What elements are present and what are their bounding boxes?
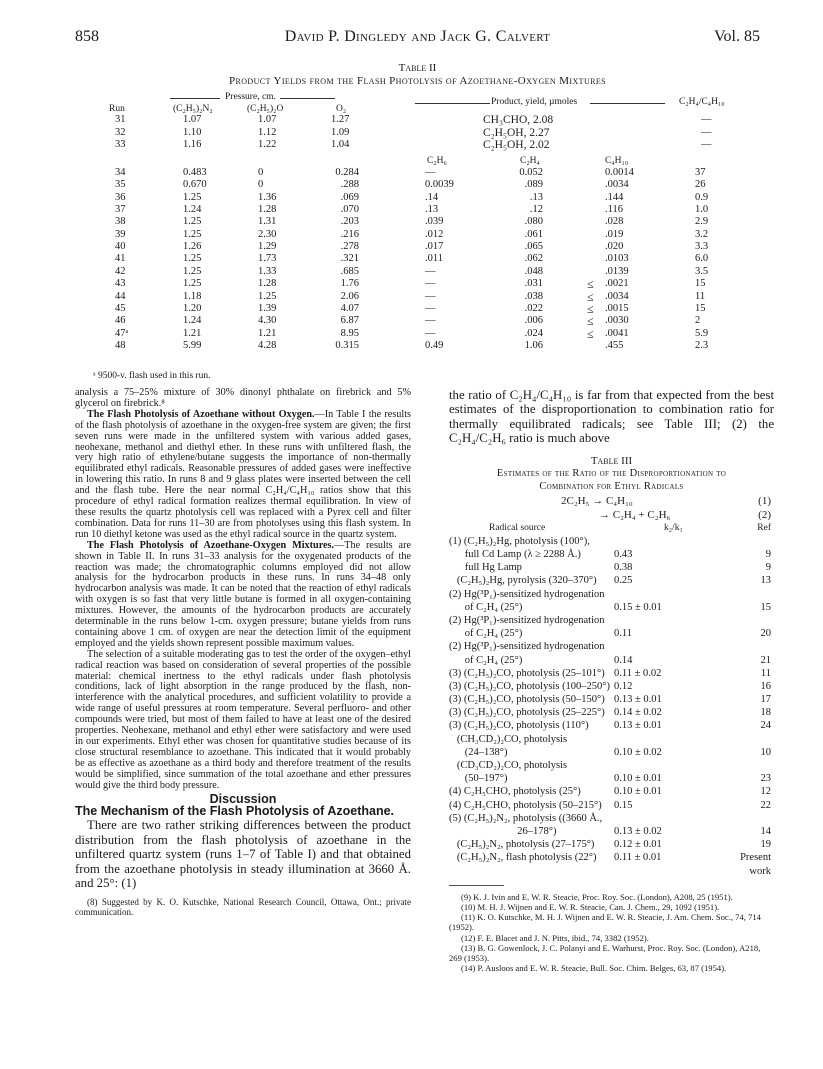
cell-run: 40 [115, 241, 126, 253]
cell-run: 42 [115, 265, 126, 277]
cell-run: 43 [115, 278, 126, 290]
cell-le-sign: ≤ [587, 326, 594, 341]
col-c4h10: C₄H₁₀ [605, 156, 629, 166]
cell-azoethane: 1.07 [183, 114, 202, 125]
cell-c2h4: .12 [529, 204, 543, 216]
cell-ratio-value: 0.15 [614, 799, 633, 811]
table3-row [449, 589, 774, 602]
cell-source: (1) (C₂H₅)₂Hg, photolysis (100°), [449, 535, 590, 547]
table3-row [449, 760, 774, 773]
cell-azoethane: 1.18 [183, 290, 202, 302]
paragraph: analysis a 75–25% mixture of 30% dinonyl phthalate on firebrick and 5% glycerol on firebrick.⁸ [75, 387, 411, 409]
cell-ratio: 3.5 [695, 265, 709, 277]
cell-oxygen: 0.315 [335, 339, 359, 351]
cell-c2h4: .006 [524, 315, 543, 327]
cell-ether: 1.73 [258, 253, 277, 265]
col-c2h6: C₂H₆ [427, 156, 447, 166]
table3-row [449, 615, 774, 628]
cell-ratio-value: 0.43 [614, 549, 633, 560]
paragraph-text: —The results are shown in Table II. In runs 31–33 analysis for the oxygenated products of the reaction was made; the chromatographic columns employed did not allow analysis for the hydrocarbon products in these runs. In runs 34–48 only hydrocarbon analysis was made. It can be noted that the reaction of ethyl radicals with oxygen is so fast that very little butane is formed in all oxygen-containing mixtures. However, the amounts of the hydrocarbon products are accurately determinable in the runs below 1-cm. oxygen pressure; butane yields from runs containing above 1 cm. of oxygen are near the detection limit of the equipment employed and the yields shown represent possible maximum values. [75, 539, 411, 649]
cell-source: (3) (C₂H₅)₂CO, photolysis (50–150°) [449, 694, 605, 706]
cell-le-sign: ≤ [587, 301, 594, 316]
cell-ratio-value: 0.13 ± 0.01 [614, 694, 662, 706]
cell-reference: 10 [760, 746, 771, 758]
table3-row [449, 694, 774, 707]
table3-rows [449, 536, 774, 879]
cell-ratio: 2 [695, 315, 701, 327]
cell-reference: 18 [760, 707, 771, 719]
cell-run: 39 [115, 228, 126, 240]
cell-reference: Present [740, 852, 771, 864]
cell-reference: work [749, 865, 771, 877]
cell-c4h10: .028 [605, 216, 624, 228]
table3-row [449, 747, 774, 760]
cell-ether: 0 [258, 179, 264, 191]
equation-2-number: (2) [758, 508, 771, 521]
page-number: 858 [75, 28, 99, 45]
cell-c2h4: .089 [524, 179, 543, 191]
cell-source: (50–197°) [449, 773, 508, 785]
cell-ratio: — [701, 126, 712, 138]
cell-source: (3) (C₂H₅)₂CO, photolysis (25–101°) [449, 667, 605, 679]
table3-row [449, 668, 774, 681]
table2-title: Product Yields from the Flash Photolysis of Azoethane-Oxygen Mixtures [228, 75, 607, 87]
table3-row [449, 720, 774, 733]
cell-reference: 19 [760, 839, 771, 851]
cell-source: (3) (C₂H₅)₂CO, photolysis (25–225°) [449, 707, 605, 719]
cell-c2h6: .012 [425, 228, 444, 240]
cell-source: 26–178°) [449, 825, 557, 837]
cell-c2h4: .031 [524, 278, 543, 290]
cell-c2h6: 0.49 [425, 339, 444, 351]
cell-oxygen: 6.87 [340, 315, 359, 327]
table3-row [449, 852, 774, 865]
cell-source: full Cd Lamp (λ ≥ 2288 Å.) [449, 549, 581, 560]
cell-ratio-value: 0.12 [614, 680, 633, 692]
cell-c2h6: .011 [425, 253, 443, 265]
col-run: Run [109, 104, 125, 114]
section-heading: The Flash Photolysis of Azoethane without Oxygen. [87, 408, 315, 420]
cell-c2h4: .062 [524, 253, 543, 265]
reference-item: (13) B. G. Gowenlock, J. C. Polanyi and E. Warhurst, Proc. Roy. Soc. (London), A218, 269 (1953). [449, 942, 761, 963]
cell-reference: 24 [760, 720, 771, 732]
cell-c2h4: .061 [524, 228, 543, 240]
cell-reference: 13 [760, 575, 771, 587]
cell-source: (C₂H₅)₂N₂, flash photolysis (22°) [449, 852, 597, 864]
mechanism-heading: The Mechanism of the Flash Photolysis of Azoethane. [75, 804, 395, 819]
cell-ratio: — [701, 114, 712, 125]
cell-source: (4) C₂H₅CHO, photolysis (50–215°) [449, 799, 602, 811]
cell-ether: 1.21 [258, 327, 277, 339]
pressure-header: Pressure, cm. [225, 92, 276, 102]
cell-azoethane: 1.25 [183, 253, 202, 265]
cell-ratio: 2.3 [695, 339, 709, 351]
paragraph [75, 410, 411, 541]
cell-c2h6: — [425, 302, 436, 314]
cell-ratio: 26 [695, 179, 706, 191]
cell-source: (2) Hg(³P₁)-sensitized hydrogenation [449, 588, 605, 600]
cell-run: 46 [115, 315, 126, 327]
discussion-heading: Discussion [209, 791, 277, 806]
cell-reference: 22 [760, 799, 771, 811]
cell-source: of C₂H₄ (25°) [449, 601, 523, 613]
cell-source: (3) (C₂H₅)₂CO, photolysis (110°) [449, 720, 589, 732]
cell-oxygen: 2.06 [340, 290, 359, 302]
cell-ratio: 0.9 [695, 191, 709, 203]
cell-oxygen: .685 [340, 265, 359, 277]
cell-ratio-value: 0.14 [614, 654, 633, 666]
product-header: Product, yield, µmoles [491, 97, 578, 107]
table3-row [449, 641, 774, 654]
cell-c2h4: .065 [524, 241, 543, 253]
reference-item: (11) K. O. Kutschke, M. H. J. Wijnen and E. W. R. Steacie, J. Am. Chem. Soc., 74, 714 (1952). [449, 912, 761, 933]
cell-c4h10: .0021 [605, 278, 629, 290]
table3-header-row [449, 523, 774, 536]
cell-source: (CD₃CD₂)₂CO, photolysis [449, 760, 568, 771]
paragraph: The selection of a suitable moderating gas to test the order of the oxygen–ethyl radical reaction was based on consideration of several properties of the possible material: chemical inertness to the ethyl radicals under flash photolysis conditions, lack of light absorption in the range produced by the flash, non-interference with the analytical procedures, and sufficient volatility to provide a wide range of useful pressures at room temperature. Several perfluoro- and other compounds were tried, but most of them failed to have at least one of the desired properties. Neohexane, methanol and ethyl ether were satisfactory and were used in our experiments. Ethyl ether was chosen for quantitative studies because of its close structural resemblance to azoethane. This indicated that it would probably be as effective as azoethane as a third body and therefore treatment of the results would be simplified, since summation of the total azoethane and ether pressures would give the third body pressure. [75, 648, 411, 791]
cell-c2h4: .038 [524, 290, 543, 302]
cell-run: 44 [115, 290, 126, 302]
cell-ether: 1.29 [258, 241, 277, 253]
table2-footnote: ᵃ 9500-v. flash used in this run. [93, 371, 211, 381]
table3-row [449, 602, 774, 615]
running-header [75, 28, 760, 50]
cell-azoethane: 0.670 [183, 179, 207, 191]
cell-azoethane: 1.25 [183, 191, 202, 203]
table3-title-line2: Combination for Ethyl Radicals [539, 480, 684, 492]
table2-label: Table II [398, 62, 437, 74]
cell-oxygen: 4.07 [340, 302, 359, 314]
cell-c2h4: .048 [524, 265, 543, 277]
cell-azoethane: 1.20 [183, 302, 202, 314]
col-ether: (C₂H₅)₂O [247, 104, 284, 114]
cell-oxygen: .278 [340, 241, 359, 253]
col-c2h4: C₂H₄ [520, 156, 540, 166]
cell-ether: 4.30 [258, 315, 277, 327]
cell-c4h10: .0139 [605, 265, 629, 277]
reference-list [449, 892, 774, 974]
cell-ether: 0 [258, 167, 264, 178]
cell-c2h4: .022 [524, 302, 543, 314]
cell-azoethane: 1.26 [183, 241, 202, 253]
cell-c2h4: 0.052 [519, 167, 543, 178]
cell-source: (5) (C₂H₅)₂N₂, photolysis ((3660 Å., [449, 812, 603, 824]
ratio-header: C₂H₄/C₄H₁₀ [679, 97, 725, 107]
paragraph [75, 541, 411, 650]
cell-source: full Hg Lamp [449, 562, 522, 574]
cell-run: 48 [115, 339, 126, 351]
equation-1: 2C₂H₅ → C₄H₁₀ [561, 494, 633, 507]
cell-source: of C₂H₄ (25°) [449, 628, 523, 640]
cell-c4h10: .0034 [605, 179, 629, 191]
cell-ratio-value: 0.25 [614, 575, 633, 587]
table3-row [449, 707, 774, 720]
cell-c4h10: .116 [605, 204, 623, 216]
cell-c4h10: 0.0014 [605, 167, 634, 178]
section-heading: The Flash Photolysis of Azoethane-Oxygen Mixtures. [87, 539, 335, 551]
cell-ratio: 2.9 [695, 216, 709, 228]
table3-row [449, 734, 774, 747]
col-oxygen: O₂ [336, 104, 347, 114]
cell-run: 38 [115, 216, 126, 228]
cell-ratio-value: 0.10 ± 0.01 [614, 773, 662, 785]
cell-ether: 1.36 [258, 191, 277, 203]
cell-c4h10: .455 [605, 339, 624, 351]
equation-2: → C₂H₄ + C₂H₆ [599, 508, 671, 521]
cell-ratio-value: 0.10 ± 0.01 [614, 786, 662, 798]
cell-ratio: 11 [695, 290, 706, 302]
cell-oxygen: 1.09 [331, 126, 350, 138]
cell-run: 36 [115, 191, 126, 203]
cell-azoethane: 1.10 [183, 126, 202, 138]
col-ratio: k₂/k₁ [664, 522, 683, 533]
cell-c4h10: .0103 [605, 253, 629, 265]
reference-item: (9) K. J. Ivin and E. W. R. Steacie, Proc. Roy. Soc. (London), A208, 25 (1951). [461, 891, 733, 902]
cell-ether: 1.31 [258, 216, 277, 228]
cell-azoethane: 0.483 [183, 167, 207, 178]
cell-ether: 1.22 [258, 139, 277, 150]
cell-c4h10: .0030 [605, 315, 629, 327]
cell-c2h6: — [425, 278, 436, 290]
cell-oxygen: .321 [340, 253, 359, 265]
table3-row [449, 549, 774, 562]
cell-run: 34 [115, 167, 126, 178]
cell-source: of C₂H₄ (25°) [449, 654, 523, 666]
cell-c2h6: — [425, 167, 436, 178]
cell-ether: 2.30 [258, 228, 277, 240]
cell-oxygen: 8.95 [340, 327, 359, 339]
cell-reference: 9 [765, 562, 771, 574]
cell-ratio-value: 0.10 ± 0.02 [614, 746, 662, 758]
cell-azoethane: 1.16 [183, 139, 202, 150]
author-line: David P. Dingledy and Jack G. Calvert [284, 28, 551, 45]
table3-row [449, 773, 774, 786]
cell-reference: 23 [760, 773, 771, 785]
cell-run: 32 [115, 126, 126, 138]
table3-label: Table III [590, 454, 633, 467]
reference-item: (10) M. H. J. Wijnen and E. W. R. Steacie, Can. J. Chem., 29, 1092 (1951). [461, 901, 720, 912]
reaction-equations [449, 493, 774, 523]
table3-row [449, 839, 774, 852]
cell-source: (C₂H₅)₂N₂, photolysis (27–175°) [449, 839, 595, 851]
cell-azoethane: 1.25 [183, 228, 202, 240]
table3-row [449, 562, 774, 575]
cell-source: (C₂H₅)₂Hg, pyrolysis (320–370°) [449, 575, 597, 587]
cell-run: 37 [115, 204, 126, 216]
cell-oxygen: 1.27 [331, 114, 350, 125]
table3-row [449, 800, 774, 813]
cell-c2h6: .017 [425, 241, 444, 253]
cell-product: C₂H₅OH, 2.27 [483, 126, 550, 139]
cell-c4h10: .0034 [605, 290, 629, 302]
cell-ether: 1.12 [258, 126, 277, 138]
cell-ratio-value: 0.11 ± 0.02 [614, 667, 662, 679]
cell-reference: 14 [760, 825, 771, 837]
cell-run: 41 [115, 253, 126, 265]
reference-item: (12) F. E. Blacet and J. N. Pitts, ibid., 74, 3382 (1952). [461, 932, 649, 943]
col-azoethane: (C₂H₅)₂N₂ [173, 104, 213, 114]
cell-ratio-value: 0.11 [614, 628, 632, 640]
cell-c2h6: .14 [425, 191, 439, 203]
col-source: Radical source [489, 522, 546, 533]
table3 [449, 523, 774, 879]
cell-ether: 1.33 [258, 265, 277, 277]
cell-product: C₂H₅OH, 2.02 [483, 139, 550, 151]
cell-run: 45 [115, 302, 126, 314]
volume-label: Vol. 85 [714, 28, 760, 45]
cell-ratio-value: 0.14 ± 0.02 [614, 707, 662, 719]
cell-azoethane: 1.25 [183, 278, 202, 290]
cell-ether: 1.25 [258, 290, 277, 302]
cell-oxygen: .288 [340, 179, 359, 191]
cell-le-sign: ≤ [587, 289, 594, 304]
cell-source: (4) C₂H₅CHO, photolysis (25°) [449, 786, 581, 798]
cell-c4h10: .0015 [605, 302, 629, 314]
rule [590, 103, 665, 104]
cell-c2h4: .080 [524, 216, 543, 228]
cell-source: (3) (C₂H₅)₂CO, photolysis (100–250°) [449, 680, 611, 692]
cell-ratio-value: 0.11 ± 0.01 [614, 852, 662, 864]
cell-ether: 1.07 [258, 114, 277, 125]
cell-run: 47ᵃ [115, 327, 129, 339]
cell-reference: 12 [760, 786, 771, 798]
cell-source: (2) Hg(³P₁)-sensitized hydrogenation [449, 614, 605, 626]
cell-c4h10: .144 [605, 191, 624, 203]
cell-c2h6: — [425, 327, 436, 339]
table3-row [449, 536, 774, 549]
cell-oxygen: 1.76 [340, 278, 359, 290]
table3-row [449, 655, 774, 668]
cell-reference: 16 [760, 680, 771, 692]
cell-azoethane: 1.24 [183, 204, 202, 216]
cell-c2h6: 0.0039 [425, 179, 454, 191]
cell-ratio: 37 [695, 167, 706, 178]
rule [170, 98, 220, 99]
cell-ratio: 5.9 [695, 327, 709, 339]
cell-reference: 17 [760, 694, 771, 706]
cell-run: 35 [115, 179, 126, 191]
cell-c4h10: .0041 [605, 327, 629, 339]
left-column [75, 388, 411, 917]
cell-reference: 9 [765, 549, 771, 560]
cell-le-sign: ≤ [587, 314, 594, 329]
cell-azoethane: 5.99 [183, 339, 202, 351]
cell-ratio-value: 0.13 ± 0.01 [614, 720, 662, 732]
cell-reference: 11 [760, 667, 771, 679]
cell-reference: 20 [760, 628, 771, 640]
cell-ratio-value: 0.13 ± 0.02 [614, 825, 662, 837]
cell-c4h10: .019 [605, 228, 624, 240]
table3-row [449, 826, 774, 839]
table3-row [449, 681, 774, 694]
cell-ratio: — [701, 139, 712, 150]
cell-ratio-value: 0.38 [614, 562, 633, 574]
cell-c4h10: .020 [605, 241, 624, 253]
cell-reference: 15 [760, 601, 771, 613]
table3-row [449, 786, 774, 799]
cell-run: 33 [115, 139, 126, 150]
paragraph: There are two rather striking differences between the product distribution from the flash photolysis of azoethane in the unfiltered quartz system (runs 1–7 of Table I) and that obtained from the azoethane photolysis in steady illumination at 3660 Å. and 25°: (1) [75, 818, 411, 891]
table3-title-line1: Estimates of the Ratio of the Disproportionation to [496, 467, 727, 479]
cell-oxygen: .216 [340, 228, 359, 240]
cell-product: CH₃CHO, 2.08 [483, 114, 554, 126]
cell-ratio: 15 [695, 278, 706, 290]
paragraph-text: —In Table I the results of the flash photolysis of azoethane in the oxygen-free system are given; the first seven runs were made in the unfiltered system with various added gases, neohexane, methanol and diethyl ether. In these runs with unfiltered flash, the very high ratio of ethylene/butane suggests the importance of non-thermally equilibrated ethyl radicals. Reasonable pressures of added gases were ineffective in lowering this ratio. In runs 8 and 9 glass plates were inserted between the cell and the flash tube. Here the near normal C₂H₄/C₄H₁₀ ratios show that this procedure of ethyl radical formation realizes thermal equilibration. In view of these results the quartz photolysis cell was replaced with a Pyrex cell and filter combination. Data for runs 11–30 are from photolyses using this flash system. In run 10 diethyl ketone was used as the ethyl radical source in the quartz system. [75, 408, 411, 540]
reference-item: (14) P. Ausloos and E. W. R. Steacie, Bull. Soc. Chim. Belges, 63, 87 (1954). [461, 963, 727, 974]
cell-oxygen: 1.04 [331, 139, 350, 150]
cell-c2h6: .13 [425, 204, 439, 216]
cell-azoethane: 1.21 [183, 327, 202, 339]
cell-oxygen: .069 [340, 191, 359, 203]
cell-azoethane: 1.25 [183, 265, 202, 277]
table3-row [449, 628, 774, 641]
cell-c2h4: .024 [524, 327, 543, 339]
cell-source: (CH₃CD₂)₂CO, photolysis [449, 733, 568, 745]
cell-ether: 4.28 [258, 339, 277, 351]
cell-c2h4: .13 [529, 191, 543, 203]
cell-run: 31 [115, 114, 126, 125]
rule [415, 103, 490, 104]
cell-ratio: 3.2 [695, 228, 709, 240]
cell-ratio: 3.3 [695, 241, 709, 253]
right-column [449, 388, 774, 973]
paragraph: the ratio of C₂H₄/C₄H₁₀ is far from that expected from the best estimates of the disproportionation to combination ratio for thermally equilibrated radicals; see Table III; (2) the C₂H₄/C₂H₆ ratio is much above [449, 388, 774, 446]
cell-c2h6: — [425, 265, 436, 277]
divider [449, 885, 504, 886]
equation-1-number: (1) [758, 494, 771, 507]
cell-source: (24–138°) [449, 746, 508, 758]
cell-c2h6: — [425, 315, 436, 327]
col-ref: Ref [757, 522, 771, 533]
cell-oxygen: .203 [340, 216, 359, 228]
cell-ether: 1.28 [258, 278, 277, 290]
cell-le-sign: ≤ [587, 277, 594, 292]
cell-oxygen: 0.284 [335, 167, 359, 178]
cell-ratio-value: 0.15 ± 0.01 [614, 601, 662, 613]
cell-reference: 21 [760, 654, 771, 666]
table3-row [449, 813, 774, 826]
cell-ratio-value: 0.12 ± 0.01 [614, 839, 662, 851]
cell-azoethane: 1.24 [183, 315, 202, 327]
cell-ether: 1.39 [258, 302, 277, 314]
cell-ether: 1.28 [258, 204, 277, 216]
rule [280, 98, 335, 99]
cell-ratio: 1.0 [695, 204, 709, 216]
cell-c2h6: .039 [425, 216, 444, 228]
cell-ratio: 6.0 [695, 253, 709, 265]
footnote: (8) Suggested by K. O. Kutschke, National Research Council, Ottawa, Ont.; private communication. [75, 896, 411, 917]
cell-azoethane: 1.25 [183, 216, 202, 228]
cell-c2h4: 1.06 [524, 339, 543, 351]
cell-oxygen: .070 [340, 204, 359, 216]
cell-c2h6: — [425, 290, 436, 302]
table3-row [449, 866, 774, 879]
table3-row [449, 575, 774, 588]
cell-source: (2) Hg(³P₁)-sensitized hydrogenation [449, 641, 605, 653]
cell-ratio: 15 [695, 302, 706, 314]
